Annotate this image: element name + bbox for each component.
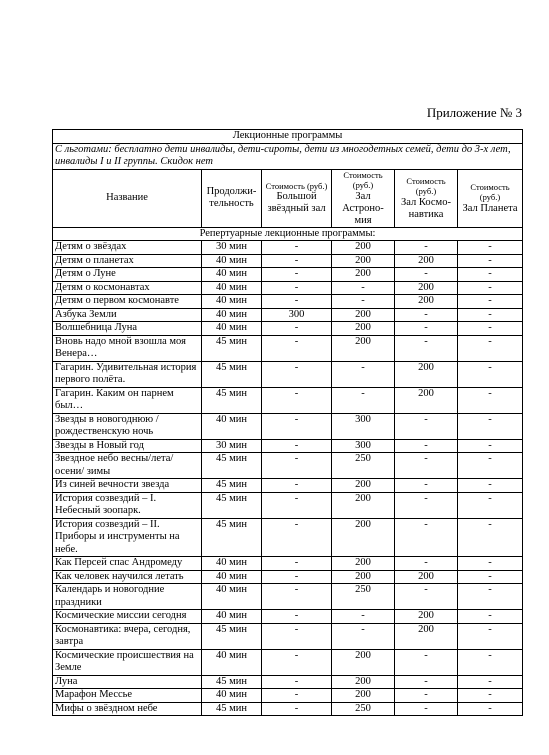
cell-duration: 45 мин [202,623,262,649]
cell-planet: - [458,308,523,322]
cell-big-hall: - [262,570,332,584]
cell-big-hall: - [262,387,332,413]
cell-duration: 40 мин [202,322,262,336]
column-header-duration: Продолжи-тельность [202,169,262,227]
lecture-programs-table [52,129,523,716]
column-header-cosmonautics [395,169,458,227]
cell-astronomy: 200 [332,268,395,282]
cell-duration: 45 мин [202,702,262,716]
cell-cosmonautics: - [395,268,458,282]
cell-astronomy: - [332,623,395,649]
cell-astronomy: - [332,295,395,309]
cell-name: История созвездий – II. Приборы и инструменты на небе. [53,518,202,557]
cell-name: Детям о первом космонавте [53,295,202,309]
table-row [53,335,523,361]
cell-duration: 45 мин [202,335,262,361]
cell-cosmonautics: 200 [395,387,458,413]
cell-duration: 40 мин [202,610,262,624]
cell-big-hall: - [262,439,332,453]
cell-astronomy: 200 [332,492,395,518]
cell-astronomy: 300 [332,439,395,453]
cell-name: Волшебница Луна [53,322,202,336]
cell-planet: - [458,439,523,453]
table-row [53,413,523,439]
cell-name: Звезды в новогоднюю / рождественскую ночь [53,413,202,439]
cell-cosmonautics: - [395,492,458,518]
cell-big-hall: - [262,610,332,624]
cell-duration: 30 мин [202,439,262,453]
cell-cosmonautics: 200 [395,361,458,387]
cell-big-hall: - [262,268,332,282]
column-header-name: Название [53,169,202,227]
section-title: Репертуарные лекционные программы: [53,227,523,241]
column-header-big-hall-name: Большой звёздный зал [267,191,326,215]
cell-name: Космические миссии сегодня [53,610,202,624]
cell-big-hall: - [262,689,332,703]
cell-big-hall: - [262,322,332,336]
header-row [53,169,523,227]
cell-duration: 40 мин [202,254,262,268]
cell-planet: - [458,479,523,493]
cell-big-hall: - [262,492,332,518]
column-header-astronomy [332,169,395,227]
cell-name: История созвездий – I. Небесный зоопарк. [53,492,202,518]
cell-name: Вновь надо мной взошла моя Венера… [53,335,202,361]
cell-astronomy: - [332,387,395,413]
cell-duration: 45 мин [202,387,262,413]
cell-name: Детям о космонавтах [53,281,202,295]
cell-planet: - [458,268,523,282]
cell-name: Азбука Земли [53,308,202,322]
cell-planet: - [458,387,523,413]
cell-cosmonautics: - [395,675,458,689]
cell-name: Детям о планетах [53,254,202,268]
cell-astronomy: 200 [332,241,395,255]
table-row [53,268,523,282]
cell-cosmonautics: - [395,479,458,493]
cell-duration: 45 мин [202,361,262,387]
cell-planet: - [458,675,523,689]
cell-astronomy: 200 [332,649,395,675]
cell-planet: - [458,492,523,518]
cell-name: Марафон Мессье [53,689,202,703]
cell-big-hall: - [262,675,332,689]
cell-cosmonautics: - [395,518,458,557]
cell-cosmonautics: - [395,413,458,439]
benefits-row [53,143,523,169]
cell-big-hall: - [262,623,332,649]
cell-planet: - [458,584,523,610]
table-row [53,689,523,703]
cell-cosmonautics: - [395,584,458,610]
cell-duration: 40 мин [202,584,262,610]
cell-duration: 40 мин [202,308,262,322]
cell-cosmonautics: 200 [395,295,458,309]
cell-cosmonautics: - [395,335,458,361]
cell-astronomy: 200 [332,479,395,493]
table-title: Лекционные программы [53,130,523,144]
cell-cosmonautics: - [395,702,458,716]
cell-cosmonautics: - [395,453,458,479]
cell-astronomy: 200 [332,570,395,584]
cell-cosmonautics: 200 [395,281,458,295]
table-row [53,518,523,557]
cell-duration: 45 мин [202,479,262,493]
cell-planet: - [458,557,523,571]
cell-cosmonautics: - [395,322,458,336]
cell-duration: 40 мин [202,413,262,439]
cell-cosmonautics: 200 [395,570,458,584]
cell-duration: 40 мин [202,281,262,295]
column-header-planet [458,169,523,227]
benefits-note: С льготами: бесплатно дети инвалиды, дети-сироты, дети из многодетных семей, дети до 3-х лет, инвалиды I и II группы. Скидок нет [53,143,523,169]
cell-big-hall: - [262,361,332,387]
cell-name: Гагарин. Каким он парнем был… [53,387,202,413]
cell-cosmonautics: - [395,689,458,703]
table-row [53,570,523,584]
cell-name: Как Персей спас Андромеду [53,557,202,571]
cell-astronomy: 200 [332,675,395,689]
cell-cosmonautics: 200 [395,610,458,624]
cell-planet: - [458,241,523,255]
table-row [53,557,523,571]
cell-planet: - [458,623,523,649]
table-row [53,241,523,255]
cell-planet: - [458,361,523,387]
cell-cosmonautics: 200 [395,254,458,268]
table-row [53,254,523,268]
cell-astronomy: 200 [332,254,395,268]
cell-astronomy: 300 [332,413,395,439]
cell-duration: 30 мин [202,241,262,255]
cell-planet: - [458,295,523,309]
table-row [53,308,523,322]
column-header-big-hall-price: Стоимость (руб.) [265,180,328,191]
cell-astronomy: 250 [332,453,395,479]
cell-cosmonautics: - [395,649,458,675]
cell-name: Детям о звёздах [53,241,202,255]
table-row [53,295,523,309]
cell-big-hall: - [262,479,332,493]
appendix-label: Приложение № 3 [426,105,522,120]
cell-cosmonautics: - [395,308,458,322]
table-row [53,584,523,610]
cell-planet: - [458,413,523,439]
table-row [53,453,523,479]
cell-duration: 45 мин [202,518,262,557]
cell-duration: 45 мин [202,453,262,479]
cell-big-hall: - [262,557,332,571]
cell-big-hall: - [262,295,332,309]
cell-planet: - [458,610,523,624]
cell-big-hall: - [262,254,332,268]
cell-name: Луна [53,675,202,689]
cell-big-hall: 300 [262,308,332,322]
cell-duration: 40 мин [202,649,262,675]
table-row [53,479,523,493]
cell-big-hall: - [262,281,332,295]
cell-cosmonautics: 200 [395,623,458,649]
cell-astronomy: - [332,281,395,295]
cell-name: Звезды в Новый год [53,439,202,453]
cell-planet: - [458,335,523,361]
cell-name: Из синей вечности звезда [53,479,202,493]
cell-astronomy: 200 [332,335,395,361]
table-row [53,281,523,295]
cell-astronomy: 200 [332,689,395,703]
cell-astronomy: - [332,361,395,387]
cell-astronomy: 200 [332,322,395,336]
cell-planet: - [458,453,523,479]
cell-big-hall: - [262,413,332,439]
cell-cosmonautics: - [395,557,458,571]
cell-duration: 40 мин [202,557,262,571]
cell-duration: 40 мин [202,295,262,309]
cell-astronomy: 250 [332,584,395,610]
column-header-planet-name: Зал Планета [462,202,518,214]
cell-big-hall: - [262,584,332,610]
cell-planet: - [458,649,523,675]
cell-astronomy: 200 [332,308,395,322]
table-row [53,702,523,716]
column-header-cosmonautics-price: Стоимость (руб.) [406,175,446,196]
table-row [53,439,523,453]
column-header-astronomy-price: Стоимость (руб.) [343,169,383,190]
cell-cosmonautics: - [395,241,458,255]
table-row [53,492,523,518]
cell-planet: - [458,322,523,336]
cell-duration: 45 мин [202,675,262,689]
cell-big-hall: - [262,241,332,255]
cell-duration: 45 мин [202,492,262,518]
cell-astronomy: - [332,610,395,624]
cell-name: Мифы о звёздном небе [53,702,202,716]
cell-planet: - [458,254,523,268]
table-row [53,322,523,336]
cell-big-hall: - [262,453,332,479]
cell-planet: - [458,281,523,295]
cell-name: Детям о Луне [53,268,202,282]
cell-name: Космонавтика: вчера, сегодня, завтра [53,623,202,649]
cell-duration: 40 мин [202,268,262,282]
table-row [53,623,523,649]
table-row [53,610,523,624]
cell-planet: - [458,518,523,557]
cell-name: Космические происшествия на Земле [53,649,202,675]
cell-duration: 40 мин [202,570,262,584]
cell-astronomy: 250 [332,702,395,716]
cell-big-hall: - [262,702,332,716]
title-row [53,130,523,144]
cell-big-hall: - [262,335,332,361]
column-header-cosmonautics-name: Зал Космо-навтика [401,196,451,220]
cell-name: Календарь и новогодние праздники [53,584,202,610]
cell-big-hall: - [262,518,332,557]
table-row [53,387,523,413]
section-row [53,227,523,241]
cell-astronomy: 200 [332,557,395,571]
column-header-big-hall [262,169,332,227]
cell-big-hall: - [262,649,332,675]
cell-planet: - [458,689,523,703]
cell-astronomy: 200 [332,518,395,557]
cell-name: Звездное небо весны/лета/осени/ зимы [53,453,202,479]
table-row [53,675,523,689]
cell-name: Как человек научился летать [53,570,202,584]
table-row [53,361,523,387]
cell-duration: 40 мин [202,689,262,703]
column-header-planet-price: Стоимость (руб.) [470,181,510,202]
cell-planet: - [458,702,523,716]
table-row [53,649,523,675]
cell-name: Гагарин. Удивительная история первого полёта. [53,361,202,387]
column-header-astronomy-name: Зал Астроно-мия [342,190,384,226]
cell-planet: - [458,570,523,584]
cell-cosmonautics: - [395,439,458,453]
